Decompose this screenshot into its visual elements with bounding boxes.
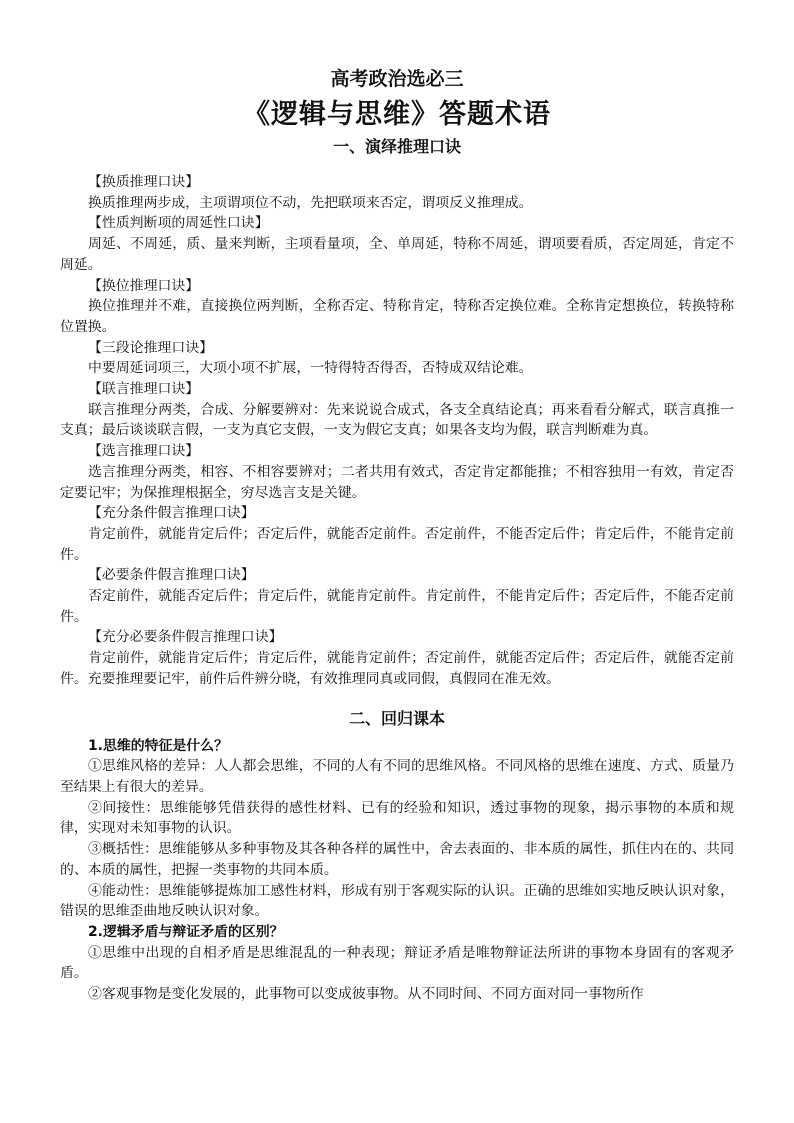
- rule-text: 换质推理两步成，主项谓项位不动，先把联项来否定，谓项反义推理成。: [88, 194, 533, 211]
- section-heading-textbook: 二、回归课本: [348, 708, 445, 728]
- rule-label: 【必要条件假言推理口诀】: [88, 567, 255, 584]
- rule-label: 【性质判断项的周延性口诀】: [88, 215, 269, 232]
- rule-text: 周延、不周延，质、量来判断，主项看量项，全、单周延，特称不周延，谓项要看质，否定周延，肯定不周延。: [60, 236, 734, 273]
- document-subtitle: 高考政治选必三: [330, 68, 464, 90]
- rule-label: 【换位推理口诀】: [88, 277, 200, 294]
- rule-text: 联言推理分两类，合成、分解要辨对：先来说说合成式，各支全真结论真；再来看看分解式，联言真推一支真；最后谈谈联言假，一支为真它支假，一支为假它支真；如果各支均为假，联言判断难为真。: [60, 401, 734, 439]
- section-heading-deduction: 一、演绎推理口诀: [332, 137, 461, 156]
- rule-label: 【三段论推理口诀】: [88, 339, 214, 356]
- section-deduction: [60, 172, 734, 690]
- rule-label: 【联言推理口诀】: [88, 381, 200, 398]
- answer-point: ①思维风格的差异：人人都会思维，不同的人有不同的思维风格。不同风格的思维在速度、方式、质量乃至结果上有很大的差异。: [60, 758, 734, 795]
- rule-label: 【充分条件假言推理口诀】: [88, 505, 255, 522]
- section-textbook: [60, 736, 734, 1005]
- answer-point: ②间接性：思维能够凭借获得的感性材料、已有的经验和知识，透过事物的现象，揭示事物的本质和规律，实现对未知事物的认识。: [60, 799, 734, 837]
- answer-point: ②客观事物是变化发展的，此事物可以变成彼事物。从不同时间、不同方面对同一事物所作: [88, 986, 644, 1003]
- rule-text: 肯定前件，就能肯定后件；肯定后件，就能肯定前件；否定前件，就能否定后件；否定后件，就能否定前件。充要推理要记牢，前件后件辨分晓，有效推理同真或同假，真假同在准无效。: [60, 650, 734, 687]
- question-title: 1.思维的特征是什么？: [88, 737, 228, 754]
- answer-point: ④能动性：思维能够提炼加工感性材料，形成有别于客观实际的认识。正确的思维如实地反映认识对象，错误的思维歪曲地反映认识对象。: [60, 882, 734, 920]
- rule-label: 【换质推理口诀】: [88, 174, 200, 190]
- rule-text: 换位推理并不难，直接换位两判断，全称否定、特称肯定，特称否定换位难。全称肯定想换位，转换特称位置换。: [60, 298, 734, 335]
- question-title: 2.逻辑矛盾与辩证矛盾的区别？: [88, 923, 284, 940]
- rule-text: 否定前件，就能否定后件；肯定后件，就能肯定前件。肯定前件，不能肯定后件；否定后件，不能否定前件。: [60, 588, 734, 625]
- rule-text: 选言推理分两类，相容、不相容要辨对；二者共用有效式，否定肯定都能推；不相容独用一有效，肯定否定要记牢；为保推理根据全，穷尽选言支是关键。: [60, 463, 734, 501]
- rule-text: 中要周延词项三，大项小项不扩展，一特得特否得否，否特成双结论难。: [88, 360, 533, 377]
- answer-point: ③概括性：思维能够从多种事物及其各种各样的属性中，舍去表面的、非本质的属性，抓住内在的、共同的、本质的属性，把握一类事物的共同本质。: [60, 841, 734, 878]
- document-title: 《逻辑与思维》答题术语: [243, 99, 551, 130]
- document-page: [60, 66, 734, 1005]
- rule-label: 【选言推理口诀】: [88, 443, 200, 460]
- rule-label: 【充分必要条件假言推理口诀】: [88, 629, 283, 646]
- rule-text: 肯定前件，就能肯定后件；否定后件，就能否定前件。否定前件，不能否定后件；肯定后件，不能肯定前件。: [60, 525, 734, 563]
- answer-point: ①思维中出现的自相矛盾是思维混乱的一种表现；辩证矛盾是唯物辩证法所讲的事物本身固有的客观矛盾。: [60, 944, 734, 982]
